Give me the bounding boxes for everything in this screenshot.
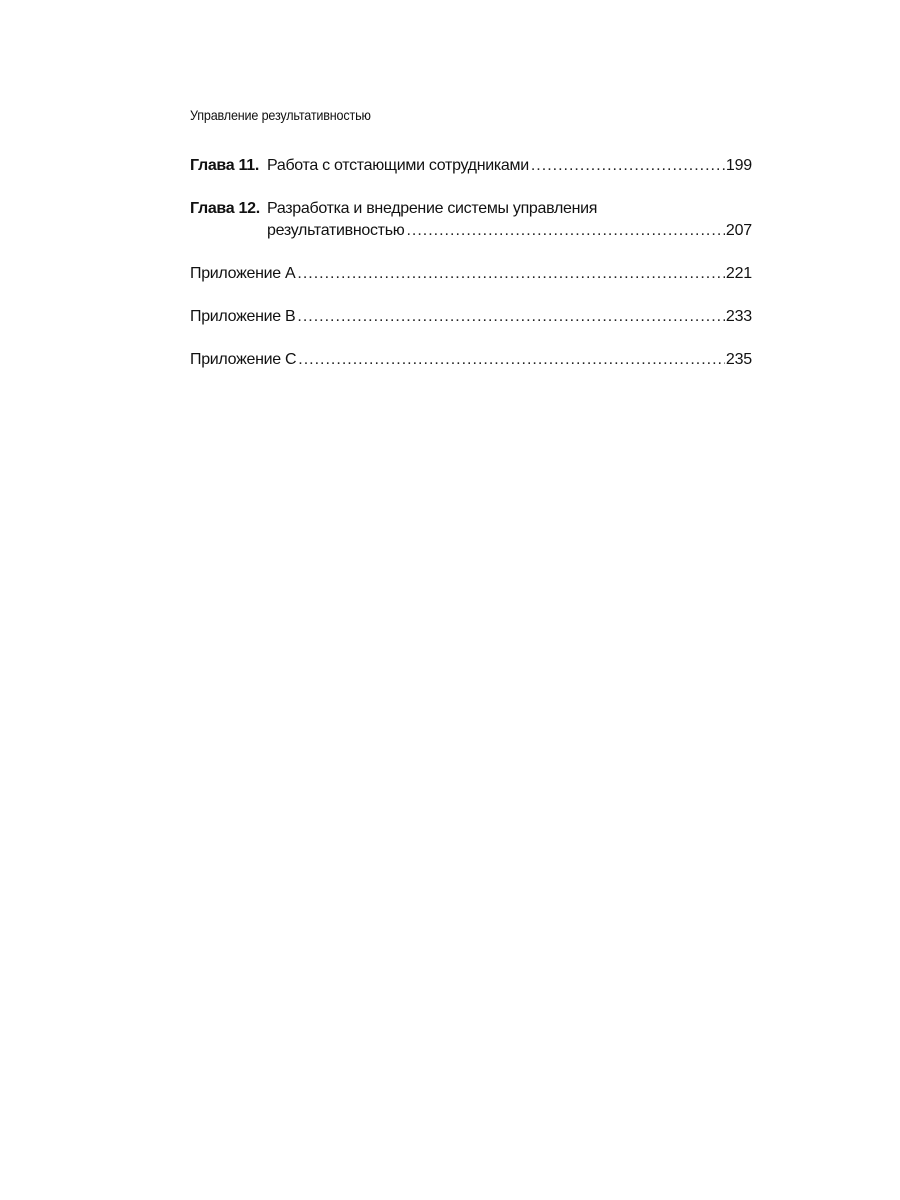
dot-leader bbox=[406, 220, 724, 242]
chapter-title-line-2: результативностью bbox=[267, 222, 405, 239]
toc-entry-chapter-12 bbox=[190, 198, 752, 242]
page-number: 235 bbox=[725, 351, 752, 368]
chapter-title-line-1: Разработка и внедрение системы управления bbox=[267, 200, 598, 217]
chapter-label: Глава 12. bbox=[190, 200, 260, 217]
page-number: 221 bbox=[725, 265, 752, 282]
toc-entry-chapter-11 bbox=[190, 155, 752, 177]
dot-leader bbox=[298, 349, 725, 371]
dot-leader bbox=[297, 263, 725, 285]
page-number: 233 bbox=[725, 308, 752, 325]
toc-entry-appendix-b bbox=[190, 306, 752, 328]
toc-entry-appendix-a bbox=[190, 263, 752, 285]
running-header: Управление результативностью bbox=[190, 107, 371, 123]
appendix-title: Приложение B bbox=[190, 308, 296, 325]
chapter-title: Работа с отстающими сотрудниками bbox=[267, 157, 529, 174]
toc-entry-line bbox=[190, 306, 752, 328]
toc-entry-line bbox=[190, 349, 752, 371]
chapter-label: Глава 11. bbox=[190, 157, 259, 174]
dot-leader bbox=[297, 306, 725, 328]
table-of-contents bbox=[190, 155, 752, 392]
dot-leader bbox=[531, 155, 725, 177]
appendix-title: Приложение A bbox=[190, 265, 296, 282]
toc-entry-line bbox=[267, 155, 752, 177]
toc-entry-line bbox=[190, 263, 752, 285]
page-number: 207 bbox=[725, 222, 752, 239]
toc-entry-appendix-c bbox=[190, 349, 752, 371]
toc-entry-line bbox=[267, 220, 752, 242]
appendix-title: Приложение C bbox=[190, 351, 297, 368]
page-number: 199 bbox=[725, 157, 752, 174]
